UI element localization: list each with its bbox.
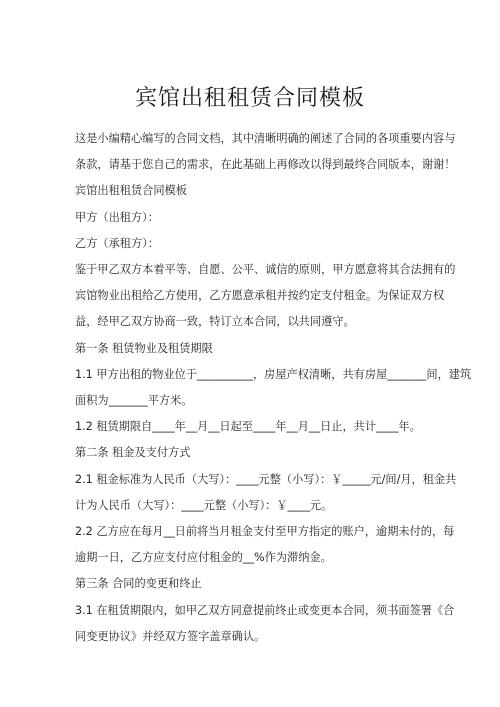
text-line: 1.1 甲方出租的物业位于__________，房屋产权清晰，共有房屋_______间，建筑 xyxy=(75,367,472,381)
document-body xyxy=(75,126,472,650)
text-line: 面积为_______平方米。 xyxy=(75,394,193,408)
text-line: 3.1 在租赁期限内，如甲乙双方同意提前终止或变更本合同，须书面签署《合 xyxy=(75,603,455,617)
text-line: 乙方（承租方）： xyxy=(75,236,159,250)
document-title: 宾馆出租租赁合同模板 xyxy=(134,86,365,111)
text-line: 鉴于甲乙双方本着平等、自愿、公平、诚信的原则，甲方愿意将其合法拥有的 xyxy=(75,263,456,277)
text-line: 这是小编精心编写的合同文档，其中清晰明确的阐述了合同的各项重要内容与 xyxy=(75,132,456,145)
text-line: 条款，请基于您自己的需求，在此基础上再修改以得到最终合同版本，谢谢！ xyxy=(75,158,456,172)
text-line: 2.1 租金标准为人民币（大写）：____元整（小写）：￥_____元/间/月，租金共 xyxy=(75,472,457,486)
text-line: 甲方（出租方）： xyxy=(75,210,159,224)
text-line: 逾期一日，乙方应支付应付租金的__%作为滞纳金。 xyxy=(75,551,332,565)
text-line: 益，经甲乙双方协商一致，特订立本合同，以共同遵守。 xyxy=(75,315,355,329)
section-heading: 第一条 租赁物业及租赁期限 xyxy=(75,341,213,355)
text-line: 计为人民币（大写）：____元整（小写）：￥____元。 xyxy=(75,498,333,512)
text-line: 宾馆物业出租给乙方使用，乙方愿意承租并按约定支付租金。为保证双方权 xyxy=(75,289,445,303)
text-line: 同变更协议》并经双方签字盖章确认。 xyxy=(75,629,266,643)
section-heading: 第三条 合同的变更和终止 xyxy=(75,577,202,591)
text-line: 1.2 租赁期限自____年__月__日起至____年__月__日止，共计____年。 xyxy=(75,420,421,434)
text-line: 2.2 乙方应在每月__日前将当月租金支付至甲方指定的账户，逾期未付的，每 xyxy=(75,525,455,539)
text-line: 宾馆出租租赁合同模板 xyxy=(75,184,187,198)
section-heading: 第二条 租金及支付方式 xyxy=(75,446,191,460)
